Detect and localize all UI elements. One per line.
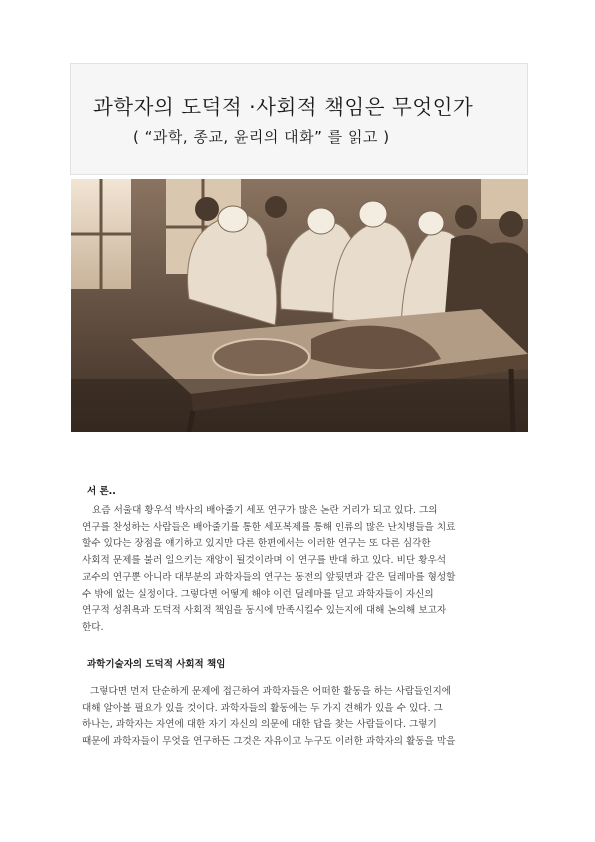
document-title: 과학자의 도덕적 ·사회적 책임은 무엇인가 xyxy=(93,95,474,119)
section-line: 하나는, 과학자는 자연에 대한 자기 자신의 의문에 대한 답을 찾는 사람들이다. 그렇기 xyxy=(82,719,437,731)
intro-line: 연구적 성취욕과 도덕적 사회적 책임을 동시에 만족시킬수 있는지에 대해 논의해 보고자 xyxy=(82,605,447,617)
intro-line: 할수 있다는 장점을 얘기하고 있지만 다른 한편에서는 이러한 연구는 또 다른 심각한 xyxy=(82,538,431,550)
intro-line: 수 밖에 없는 실정이다. 그렇다면 어떻게 해야 이런 딜레마를 딛고 과학자들이 자신의 xyxy=(82,588,434,600)
title-box xyxy=(70,63,528,175)
document-subtitle: ( “과학, 종교, 윤리의 대화” 를 읽고 ) xyxy=(133,128,390,146)
historical-photo xyxy=(71,179,528,432)
section-line: 그렇다면 먼저 단순하게 문제에 접근하여 과학자들은 어떠한 활동을 하는 사람들인지에 xyxy=(90,686,452,697)
section-line: 대해 알아볼 필요가 있을 것이다. 과학자들의 활동에는 두 가지 견해가 있을 수 있다. 그 xyxy=(82,702,443,714)
intro-line: 연구를 찬성하는 사람들은 배아줄기를 통한 세포복제를 통해 인류의 많은 난치병들을 치료 xyxy=(82,521,456,533)
section-heading: 과학기술자의 도덕적 사회적 책임 xyxy=(87,659,226,670)
intro-line: 한다. xyxy=(82,621,104,633)
intro-line: 교수의 연구뿐 아니라 대부분의 과학자들의 연구는 동전의 앞뒷면과 같은 딜레마를 형성할 xyxy=(82,571,456,583)
intro-paragraph xyxy=(82,503,506,637)
intro-line: 사회적 문제를 불러 일으키는 재앙이 될것이라며 이 연구를 반대 하고 있다. 비단 황우석 xyxy=(82,555,447,567)
intro-heading: 서 론.. xyxy=(87,486,116,497)
section-paragraph xyxy=(82,684,506,751)
section-line: 때문에 과학자들이 무엇을 연구하든 그것은 자유이고 누구도 이러한 과학자의 활동을 막을 xyxy=(82,736,456,748)
intro-line: 요즘 서울대 황우석 박사의 배아줄기 세포 연구가 많은 논란 거리가 되고 있다. 그의 xyxy=(92,505,438,516)
